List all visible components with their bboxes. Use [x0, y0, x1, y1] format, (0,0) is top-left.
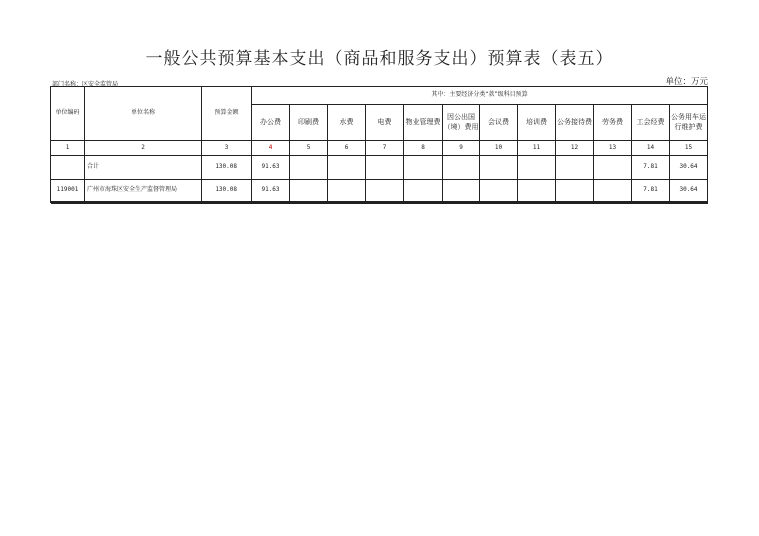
header-budget-amount: 预算金额: [202, 87, 252, 141]
unit-label: 单位：万元: [665, 77, 708, 87]
cell-property: [404, 156, 443, 180]
col-number: 7: [366, 141, 404, 156]
header-col-training: 培训费: [518, 105, 556, 141]
col-number: 4: [252, 141, 290, 156]
cell-labor: [594, 156, 632, 180]
col-number: 12: [556, 141, 594, 156]
col-number: 14: [632, 141, 670, 156]
header-col-property: 物业管理费: [404, 105, 443, 141]
col-number: 6: [328, 141, 366, 156]
cell-reception: [556, 180, 594, 202]
budget-table: [50, 86, 708, 204]
cell-office: 91.63: [252, 156, 290, 180]
table-bottom-rule: [51, 202, 708, 204]
cell-union: 7.81: [632, 180, 670, 202]
table-row: [51, 180, 708, 202]
cell-water: [328, 180, 366, 202]
header-col-printing: 印刷费: [290, 105, 328, 141]
table-row-total: [51, 156, 708, 180]
row-name: 合计: [85, 156, 202, 180]
cell-water: [328, 156, 366, 180]
cell-office: 91.63: [252, 180, 290, 202]
header-col-vehicle: 公务用车运行维护费: [670, 105, 708, 141]
page-title: 一般公共预算基本支出（商品和服务支出）预算表（表五）: [145, 49, 614, 69]
cell-overseas: [443, 156, 480, 180]
col-number: 10: [480, 141, 518, 156]
row-code: 119001: [51, 180, 85, 202]
cell-property: [404, 180, 443, 202]
col-number: 8: [404, 141, 443, 156]
cell-training: [518, 156, 556, 180]
header-col-union: 工会经费: [632, 105, 670, 141]
cell-vehicle: 30.64: [670, 156, 708, 180]
header-col-labor: 劳务费: [594, 105, 632, 141]
col-number: 3: [202, 141, 252, 156]
row-name: 广州市海珠区安全生产监督管理局: [85, 180, 202, 202]
col-number: 2: [85, 141, 202, 156]
cell-reception: [556, 156, 594, 180]
col-number: 9: [443, 141, 480, 156]
header-col-reception: 公务接待费: [556, 105, 594, 141]
cell-printing: [290, 180, 328, 202]
header-col-water: 水费: [328, 105, 366, 141]
header-col-electricity: 电费: [366, 105, 404, 141]
col-number: 1: [51, 141, 85, 156]
row-budget: 130.08: [202, 180, 252, 202]
cell-meeting: [480, 180, 518, 202]
cell-training: [518, 180, 556, 202]
cell-electricity: [366, 180, 404, 202]
cell-labor: [594, 180, 632, 202]
cell-union: 7.81: [632, 156, 670, 180]
col-number: 11: [518, 141, 556, 156]
header-col-overseas: 因公出国（境）费用: [443, 105, 480, 141]
header-unit-code: 单位编码: [51, 87, 85, 141]
header-unit-name: 单位名称: [85, 87, 202, 141]
header-group: 其中：主要经济分类“款”级科目预算: [252, 87, 708, 105]
cell-overseas: [443, 180, 480, 202]
row-budget: 130.08: [202, 156, 252, 180]
header-col-meeting: 会议费: [480, 105, 518, 141]
col-number: 15: [670, 141, 708, 156]
col-number: 13: [594, 141, 632, 156]
cell-vehicle: 30.64: [670, 180, 708, 202]
cell-meeting: [480, 156, 518, 180]
col-number: 5: [290, 141, 328, 156]
cell-printing: [290, 156, 328, 180]
cell-electricity: [366, 156, 404, 180]
department-label: 部门名称：区安全监管局: [52, 81, 119, 88]
header-col-office: 办公费: [252, 105, 290, 141]
row-code: [51, 156, 85, 180]
